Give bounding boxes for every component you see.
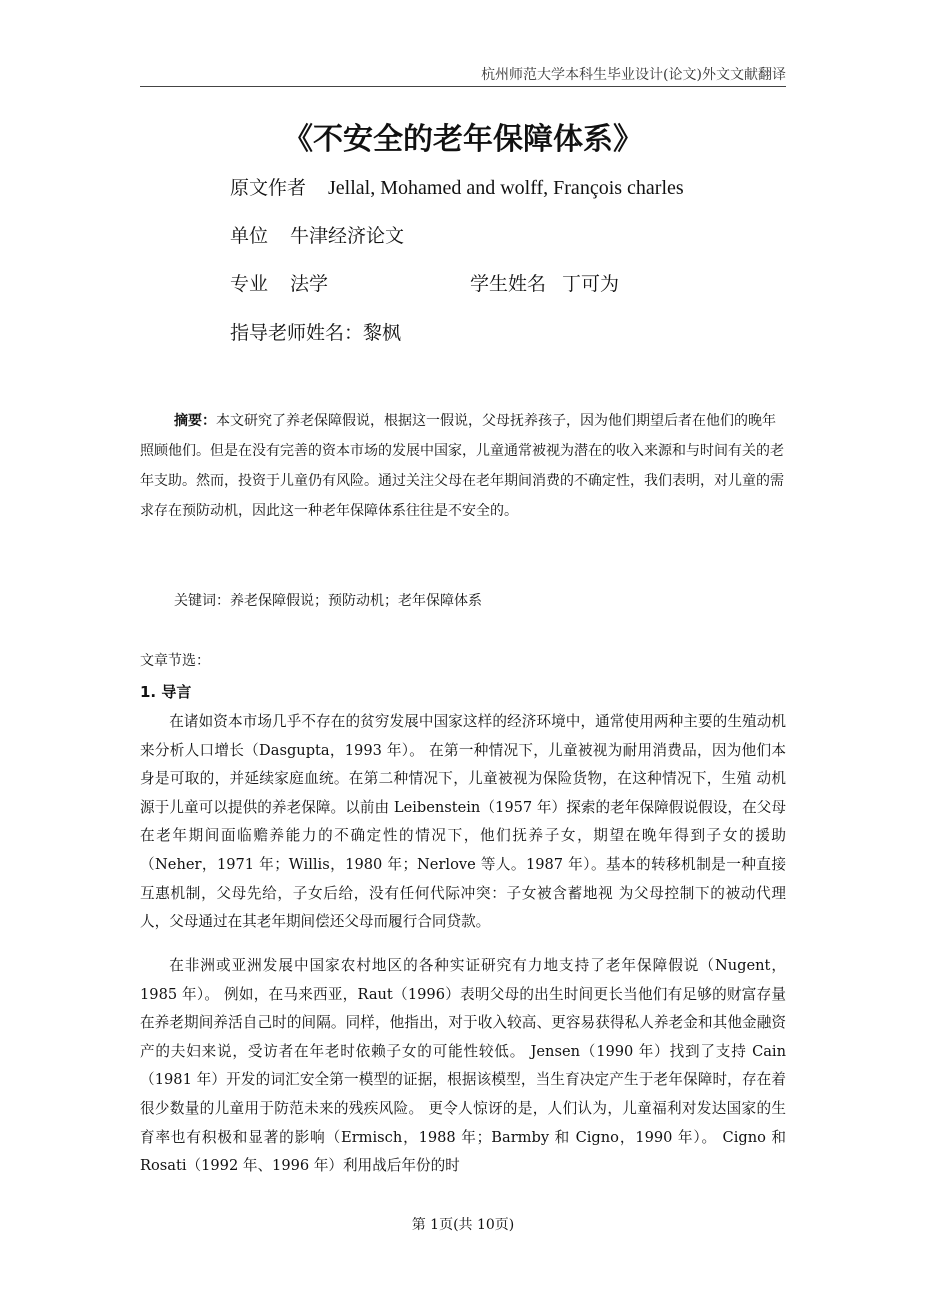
author-value: Jellal, Mohamed and wolff, François charles <box>328 177 684 199</box>
page-footer: 第 1页(共 10页) <box>411 1217 515 1233</box>
advisor-line <box>230 318 401 345</box>
abstract <box>140 406 786 526</box>
advisor-value: 黎枫 <box>363 322 402 344</box>
author-label: 原文作者 <box>230 177 307 199</box>
major-value: 法学 <box>290 273 329 295</box>
section-heading <box>140 681 191 702</box>
section-number: 1. <box>140 683 157 701</box>
keywords-label: 关键词： <box>174 593 230 609</box>
student-label: 学生姓名 <box>470 273 547 295</box>
major-student-line <box>230 269 650 296</box>
student-value: 丁可为 <box>562 273 620 295</box>
advisor-label: 指导老师姓名： <box>230 322 364 344</box>
paragraph-2: 在非洲或亚洲发展中国家农村地区的各种实证研究有力地支持了老年保障假说（Nugent，1985 年）。 例如，在马来西亚，Raut（1996）表明父母的出生时间更长当他们有足够的财富存量在养老期间养活自己时的间隔。同样，他指出，对于收入较高、更容易获得私人养老金和其他金融资产的夫妇来说，受访者在年老时依赖子女的可能性较低。 Jensen（1990 年）找到了支持 Cain（1981 年）开发的词汇安全第一模型的证据，根据该模型，当生育决定产生于老年保障时，存在着很少数量的儿童用于防范未来的残疾风险。 更令人惊讶的是，人们认为，儿童福利对发达国家的生育率也有积极和显著的影响（Ermisch，1988 年；Barmby 和 Cigno，1990 年）。 Cigno 和 Rosati（1992 年、1996 年）利用战后年份的时 <box>140 957 786 1175</box>
unit-line <box>230 221 404 248</box>
excerpt-label: 文章节选： <box>140 653 210 669</box>
page-header: 杭州师范大学本科生毕业设计(论文)外文文献翻译 <box>481 67 786 83</box>
major-label: 专业 <box>230 273 269 295</box>
abstract-text: 本文研究了养老保障假说，根据这一假说，父母抚养孩子，因为他们期望后者在他们的晚年照顾他们。但是在没有完善的资本市场的发展中国家，儿童通常被视为潜在的收入来源和与时间有关的老年支助。然而，投资于儿童仍有风险。通过关注父母在老年期间消费的不确定性，我们表明，对儿童的需求存在预防动机，因此这一种老年保障体系往往是不安全的。 <box>140 413 784 519</box>
author-line <box>230 173 684 200</box>
student-name-group <box>470 269 619 296</box>
section-title: 导言 <box>161 683 192 701</box>
keywords <box>174 590 482 610</box>
paragraph-1: 在诸如资本市场几乎不存在的贫穷发展中国家这样的经济环境中，通常使用两种主要的生殖动机来分析人口增长（Dasgupta，1993 年）。 在第一种情况下，儿童被视为耐用消费品，因为他们本身是可取的，并延续家庭血统。在第二种情况下，儿童被视为保险货物，在这种情况下，生殖 动机源于儿童可以提供的养老保障。以前由 Leibenstein（1957 年）探索的老年保障假说假设，在父母在老年期间面临赡养能力的不确定性的情况下，他们抚养子女，期望在晚年得到子女的援助（Neher，1971 年；Willis，1980 年；Nerlove 等人。1987 年）。基本的转移机制是一种直接互惠机制，父母先给，子女后给，没有任何代际冲突：子女被含蓄地视 为父母控制下的被动代理人，父母通过在其老年期间偿还父母而履行合同贷款。 <box>140 713 786 931</box>
header-divider <box>140 86 786 87</box>
unit-value: 牛津经济论文 <box>290 225 405 247</box>
unit-label: 单位 <box>230 225 269 247</box>
abstract-label: 摘要： <box>174 413 216 429</box>
document-title: 《不安全的老年保障体系》 <box>283 122 643 157</box>
keywords-text: 养老保障假说；预防动机；老年保障体系 <box>230 593 482 609</box>
